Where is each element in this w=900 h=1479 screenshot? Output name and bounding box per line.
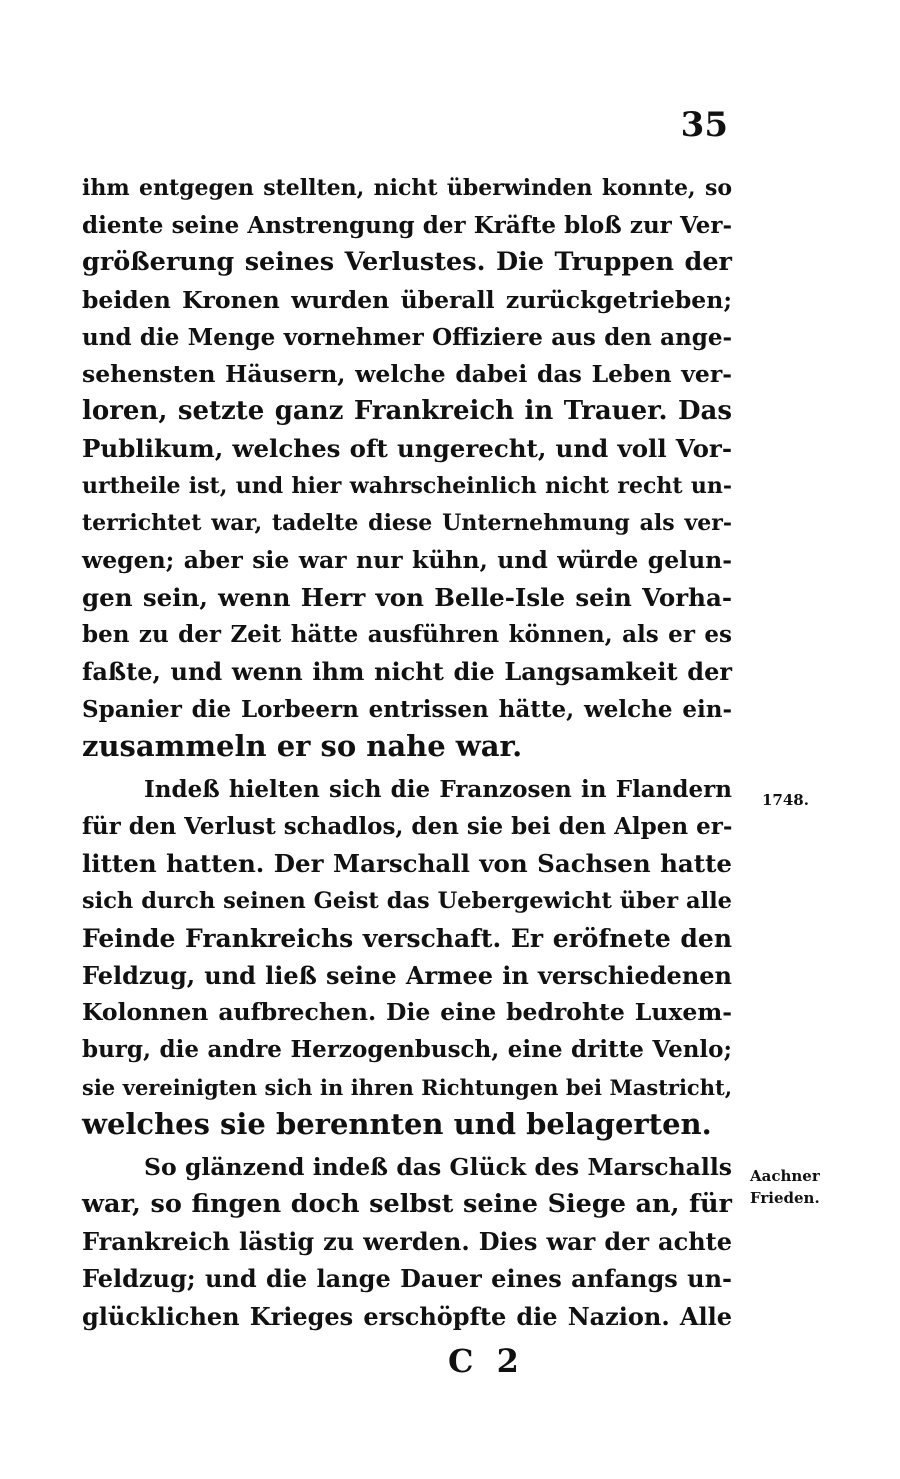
text-line: größerung seines Verlustes. Die Truppen der bbox=[82, 247, 732, 278]
paragraph-1 bbox=[82, 170, 732, 765]
margin-note-year: 1748. bbox=[762, 791, 809, 809]
text-line: Indeß hielten sich die Franzosen in Flandern bbox=[144, 776, 732, 803]
text-line: terrichtet war, tadelte diese Unternehmung als ver- bbox=[82, 509, 732, 536]
text-line: für den Verlust schadlos, den sie bei den Alpen er- bbox=[82, 813, 733, 841]
text-line: war, so fingen doch selbst seine Siege an, für bbox=[82, 1189, 732, 1220]
text-line: Spanier die Lorbeern entrissen hätte, welche ein- bbox=[82, 695, 732, 723]
text-line: wegen; aber sie war nur kühn, und würde gelun- bbox=[82, 545, 732, 574]
text-line: und die Menge vornehmer Offiziere aus den ange- bbox=[82, 323, 732, 351]
paragraph-2 bbox=[82, 771, 732, 1143]
text-line: welches sie berennten und belagerten. bbox=[82, 1106, 712, 1141]
text-line: sehensten Häusern, welche dabei das Leben ver- bbox=[82, 359, 732, 388]
text-line: litten hatten. Der Marschall von Sachsen hatte bbox=[82, 849, 732, 879]
body-text bbox=[82, 170, 732, 1335]
text-line: Feinde Frankreichs verschaft. Er eröfnete den bbox=[82, 923, 732, 953]
text-line: Publikum, welches oft ungerecht, und voll Vor- bbox=[82, 434, 732, 464]
text-line: ben zu der Zeit hätte ausführen können, als er es bbox=[82, 621, 732, 649]
text-line: glücklichen Krieges erschöpfte die Nazion. Alle bbox=[82, 1301, 732, 1331]
text-line: burg, die andre Herzogenbusch, eine dritte Venlo; bbox=[82, 1036, 732, 1064]
page-number: 35 bbox=[680, 105, 728, 145]
text-line: diente seine Anstrengung der Kräfte bloß zur Ver- bbox=[82, 212, 732, 240]
paragraph-3 bbox=[82, 1149, 732, 1335]
text-line: Feldzug, und ließ seine Armee in verschiedenen bbox=[82, 960, 732, 990]
text-line: gen sein, wenn Herr von Belle-Isle sein Vorha- bbox=[82, 583, 732, 613]
text-line: So glänzend indeß das Glück des Marschalls bbox=[144, 1152, 732, 1181]
text-line: faßte, und wenn ihm nicht die Langsamkeit der bbox=[82, 657, 732, 687]
text-line: beiden Kronen wurden überall zurückgetrieben; bbox=[82, 285, 732, 314]
text-line: ihm entgegen stellten, nicht überwinden konnte, so bbox=[82, 175, 732, 201]
margin-note-aachner: Aachner bbox=[750, 1167, 820, 1185]
margin-note-frieden: Frieden. bbox=[750, 1189, 820, 1207]
signature-mark: C 2 bbox=[448, 1342, 525, 1380]
text-line: sie vereinigten sich in ihren Richtungen bei Mastricht, bbox=[82, 1074, 732, 1100]
text-line: Kolonnen aufbrechen. Die eine bedrohte Luxem- bbox=[82, 998, 732, 1027]
text-line: zusammeln er so nahe war. bbox=[82, 728, 523, 763]
text-line: Feldzug; und die lange Dauer eines anfangs un- bbox=[82, 1264, 732, 1294]
text-line: Frankreich lästig zu werden. Dies war der achte bbox=[82, 1227, 732, 1257]
text-line: loren, setzte ganz Frankreich in Trauer. Das bbox=[82, 396, 732, 427]
text-line: urtheile ist, und hier wahrscheinlich nicht recht un- bbox=[82, 472, 732, 499]
text-line: sich durch seinen Geist das Uebergewicht über alle bbox=[82, 887, 732, 914]
